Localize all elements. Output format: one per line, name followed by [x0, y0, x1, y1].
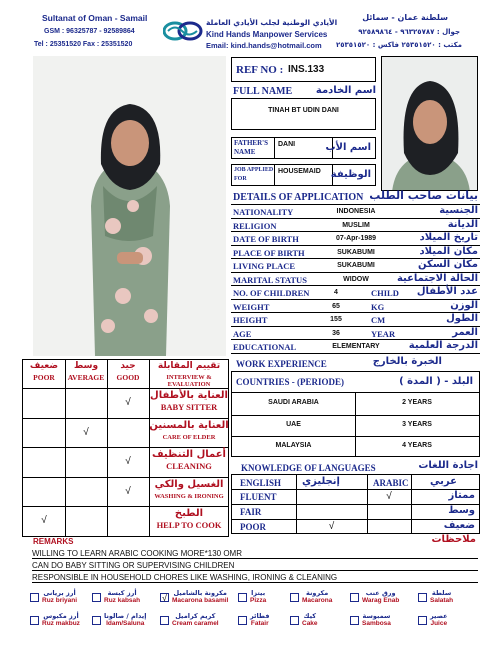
detail-label-ar: الدرجة العلمية — [408, 340, 478, 351]
arabic-label: ARABIC — [373, 478, 409, 488]
detail-value: SUKABUMI — [337, 248, 375, 256]
cooking-item-ar: أرز بريانى — [43, 589, 76, 597]
interview-header-ar: جيد — [120, 361, 136, 371]
skill-check-mark: √ — [41, 515, 47, 527]
full-name-field — [231, 98, 376, 130]
cooking-item-en: Pizza — [250, 597, 267, 604]
detail-value: MUSLIM — [342, 221, 370, 229]
fathers-name-value: DANI — [278, 141, 296, 148]
languages-table — [231, 474, 480, 534]
cooking-item-ar: إيدام / صالونا — [104, 612, 147, 620]
detail-label: DATE OF BIRTH — [233, 234, 299, 244]
details-title-ar: بيانات صاحب الطلب — [369, 189, 478, 202]
detail-row — [231, 219, 480, 233]
job-row — [231, 164, 376, 186]
interview-divider — [23, 506, 228, 507]
lang-level-label: POOR — [240, 522, 266, 532]
detail-label: AGE — [233, 328, 252, 339]
languages-title-ar: اجادة اللغات — [418, 460, 478, 471]
cooking-item-en: Macarona basamil — [172, 597, 229, 604]
cooking-checkbox[interactable] — [350, 593, 359, 602]
detail-row — [231, 246, 480, 260]
cooking-item — [42, 612, 80, 627]
detail-label-ar: الحالة الاجتماعية — [396, 272, 478, 284]
remarks-title-ar: ملاحظات — [431, 534, 476, 545]
portrait-photo — [381, 56, 478, 191]
skill-label-ar: الطبخ — [174, 508, 204, 520]
skill-label-en: CLEANING — [166, 461, 212, 472]
detail-row — [231, 232, 480, 246]
cooking-item — [104, 612, 146, 627]
lang-level-label: FLUENT — [240, 492, 277, 502]
job-value: HOUSEMAID — [278, 168, 321, 175]
full-name-value: TINAH BT UDIN DANI — [268, 107, 339, 114]
interview-header-en: GOOD — [116, 373, 140, 382]
detail-value: INDONESIA — [336, 208, 376, 215]
english-label-ar: إنجليزي — [302, 476, 340, 487]
cooking-item-en: Ruz makbuz — [42, 620, 80, 627]
countries-label: COUNTRIES - (PERIODE) — [236, 377, 345, 387]
detail-unit: KG — [371, 301, 385, 312]
exp-period: 3 YEARS — [402, 420, 432, 428]
full-name-label-ar: اسم الخادمة — [315, 85, 376, 96]
english-label: ENGLISH — [240, 478, 282, 488]
cooking-checkbox[interactable] — [92, 593, 101, 602]
cooking-item-ar: أرز مكبوس — [43, 612, 79, 620]
cooking-item-en: Warag Enab — [362, 597, 400, 604]
detail-label-ar: تاريخ الميلاد — [419, 232, 478, 243]
cooking-item — [302, 589, 332, 604]
lang-arabic-mark: √ — [386, 491, 392, 502]
cooking-checkbox[interactable] — [30, 616, 39, 625]
fathers-name-label: FATHER'S NAME — [234, 139, 268, 156]
details-table — [231, 204, 480, 354]
lang-english-mark: √ — [328, 521, 335, 532]
skill-label-en: WASHING & IRONING — [154, 492, 224, 500]
job-label-ar: الوظيفة — [330, 169, 371, 180]
cooking-checkbox[interactable] — [418, 593, 427, 602]
agency-office-ar: مكتب : ٢٥٣٥١٥٢٠ فاكس : ٢٥٣٥١٥٢٠ — [335, 41, 462, 49]
cooking-checkbox[interactable] — [92, 616, 101, 625]
agency-logo-ar: الأيادي الوطنية لجلب الأيادي العاملة — [206, 18, 338, 27]
lang-level-label: FAIR — [240, 507, 262, 517]
cooking-item-en: Cake — [302, 620, 318, 627]
detail-row — [231, 259, 480, 273]
cooking-item-en: Fatair — [250, 620, 269, 627]
detail-unit: YEAR — [371, 328, 396, 339]
cooking-item-en: Ruz kabsah — [104, 597, 141, 604]
detail-label-ar: الديانة — [447, 218, 478, 230]
details-title: DETAILS OF APPLICATION — [233, 192, 364, 203]
fathers-name-label-ar: اسم الأب — [325, 142, 371, 153]
cooking-item-en: Juice — [430, 620, 448, 627]
detail-label-ar: عدد الأطفال — [416, 286, 478, 297]
kind-hands-logo — [163, 20, 203, 42]
detail-row — [231, 313, 480, 327]
fathers-name-row — [231, 137, 376, 159]
detail-value: 36 — [332, 329, 340, 337]
cooking-item-en: Ruz briyani — [42, 597, 78, 604]
detail-label: LIVING PLACE — [233, 261, 296, 271]
exp-country: MALAYSIA — [275, 442, 312, 449]
cooking-item-en: Cream caramel — [172, 620, 219, 627]
agency-name-en: Sultanat of Oman - Samail — [42, 13, 148, 23]
interview-header-ar: ضعيف — [29, 361, 59, 371]
cooking-item — [430, 612, 448, 627]
full-body-photo — [33, 56, 226, 356]
detail-value: 4 — [334, 289, 338, 296]
detail-label: MARITAL STATUS — [233, 274, 307, 285]
ref-label: REF NO : — [236, 64, 284, 76]
detail-label: EDUCATIONAL — [233, 342, 297, 352]
experience-title-ar: الخبرة بالخارج — [372, 356, 442, 367]
cooking-item-ar: مكرونة — [306, 589, 329, 597]
detail-label: RELIGION — [233, 220, 277, 231]
detail-value: WIDOW — [343, 275, 369, 283]
exp-period: 4 YEARS — [402, 442, 432, 449]
full-name-label: FULL NAME — [233, 86, 293, 97]
cooking-item — [430, 589, 453, 604]
skill-label-en: HELP TO COOK — [156, 520, 222, 531]
cooking-item — [250, 589, 266, 604]
cooking-item — [104, 589, 140, 604]
skill-label-ar: العناية بالأطفال — [150, 390, 228, 401]
detail-label-ar: مكان الميلاد — [419, 245, 478, 257]
languages-title: KNOWLEDGE OF LANGUAGES — [241, 463, 376, 473]
interview-header-en: INTERVIEW & EVALUATION — [166, 374, 212, 388]
remarks-title: REMARKS — [33, 537, 74, 546]
experience-title: WORK EXPERIENCE — [236, 359, 327, 369]
skill-check-mark: √ — [125, 485, 131, 497]
detail-row — [231, 286, 480, 300]
detail-unit: CM — [371, 315, 386, 325]
interview-divider — [23, 418, 228, 419]
cooking-item — [250, 612, 270, 627]
cooking-item — [362, 589, 399, 604]
exp-country: SAUDI ARABIA — [268, 399, 319, 406]
cooking-item-ar: فطائر — [250, 612, 270, 620]
cooking-checkbox[interactable] — [238, 616, 247, 625]
detail-row — [231, 327, 480, 341]
cooking-item-ar: ورق عنب — [365, 589, 396, 597]
interview-table — [22, 359, 229, 537]
cooking-checkbox[interactable] — [238, 593, 247, 602]
interview-header-ar: تقييم المقابلة — [157, 361, 221, 371]
agency-name-ar: سلطنة عمان - سمائل — [362, 13, 448, 22]
interview-divider — [23, 477, 228, 478]
agency-logo-en: Kind Hands Manpower Services — [206, 30, 328, 39]
detail-label: WEIGHT — [233, 301, 270, 312]
remark-line-2: CAN DO BABY SITTING OR SUPERVISING CHILDREN — [32, 561, 478, 571]
detail-label-ar: الجنسية — [439, 205, 478, 216]
cooking-checkbox[interactable] — [290, 593, 299, 602]
detail-label-ar: الوزن — [450, 299, 478, 311]
cooking-checkbox[interactable] — [290, 616, 299, 625]
skill-label-ar: أعمال التنظيف — [152, 449, 226, 461]
cooking-item-ar: كيك — [303, 612, 317, 620]
cooking-item-ar: مكرونة بالشاميل — [173, 589, 227, 597]
agency-gsm: GSM : 96325787 - 92589864 — [44, 28, 135, 35]
detail-label: NATIONALITY — [233, 207, 294, 217]
remark-line-3: RESPONSIBLE IN HOUSEHOLD CHORES LIKE WASHING, IRONING & CLEANING — [32, 573, 478, 583]
skill-label-en: BABY SITTER — [160, 402, 218, 412]
exp-country: UAE — [286, 420, 301, 428]
detail-value: 65 — [332, 302, 340, 310]
cooking-checkbox[interactable] — [30, 593, 39, 602]
agency-email: Email: kind.hands@hotmail.com — [206, 41, 322, 50]
experience-table — [231, 371, 480, 457]
cooking-item-ar: بيتزا — [251, 589, 266, 597]
cooking-item — [42, 589, 77, 604]
cooking-item-ar: كريم كراميل — [175, 612, 216, 620]
interview-header-ar: وسط — [73, 361, 99, 371]
detail-value: ELEMENTARY — [332, 343, 380, 350]
skill-check-mark: √ — [125, 397, 131, 408]
skill-check-mark: √ — [125, 456, 131, 468]
detail-label-ar: الطول — [446, 313, 478, 324]
ref-value: INS.133 — [288, 64, 325, 75]
detail-row — [231, 205, 480, 219]
detail-value: 155 — [330, 316, 342, 323]
cooking-item — [362, 612, 391, 627]
ref-box — [231, 57, 376, 82]
cooking-item — [302, 612, 318, 627]
agency-tel: Tel : 25351520 Fax : 25351520 — [34, 41, 133, 48]
lang-level-label-ar: ضعيف — [443, 520, 475, 531]
skill-check-mark: √ — [83, 426, 89, 438]
cooking-item-en: Idam/Saluna — [106, 620, 145, 627]
interview-header-en: AVERAGE — [67, 373, 105, 382]
exp-col-divider — [355, 393, 356, 457]
detail-unit: CHILD — [371, 288, 399, 298]
cooking-item-en: Macarona — [302, 597, 333, 604]
detail-value: 07-Apr-1989 — [335, 235, 377, 242]
detail-label-ar: مكان السكن — [418, 259, 478, 270]
detail-label: PLACE OF BIRTH — [233, 247, 305, 258]
detail-row — [231, 300, 480, 314]
skill-label-ar: الغسيل والكي — [154, 478, 224, 490]
agency-mobile-ar: جوال : ٩٦٣٢٥٧٨٧ - ٩٢٥٨٩٨٦٤ — [358, 28, 460, 36]
detail-row — [231, 273, 480, 287]
cooking-item-ar: سمبوسة — [362, 612, 391, 620]
skill-label-ar: العناية بالمسنين — [149, 419, 229, 431]
detail-row — [231, 340, 480, 354]
interview-header-en: POOR — [33, 373, 55, 382]
detail-label-ar: العمر — [452, 326, 478, 338]
lang-level-label-ar: ممتاز — [448, 490, 475, 501]
countries-label-ar: البلد - ( المدة ) — [399, 376, 473, 387]
detail-label: NO. OF CHILDREN — [233, 288, 310, 298]
cooking-item-ar: عصير — [430, 612, 448, 620]
cooking-checkbox[interactable] — [350, 616, 359, 625]
cooking-item — [172, 612, 219, 627]
detail-value: SUKABUMI — [337, 262, 375, 269]
cooking-checkbox[interactable] — [418, 616, 427, 625]
exp-period: 2 YEARS — [402, 399, 432, 406]
cooking-item — [172, 589, 228, 604]
skill-label-en: CARE OF ELDER — [162, 433, 216, 441]
cooking-checkbox[interactable] — [160, 616, 169, 625]
cooking-checkbox[interactable]: √ — [160, 593, 169, 602]
detail-label: HEIGHT — [233, 315, 268, 325]
remark-line-1: WILLING TO LEARN ARABIC COOKING MORE*130 OMR — [32, 549, 478, 559]
lang-level-label-ar: وسط — [448, 505, 475, 516]
cooking-item-en: Sambosa — [362, 620, 391, 627]
cooking-item-ar: سلطة — [431, 589, 452, 597]
job-label: JOB APPLIED FOR — [234, 167, 274, 182]
cooking-item-ar: أرز كبسة — [107, 589, 137, 597]
arabic-label-ar: عربي — [430, 476, 457, 487]
cooking-item-en: Salatah — [430, 597, 454, 604]
